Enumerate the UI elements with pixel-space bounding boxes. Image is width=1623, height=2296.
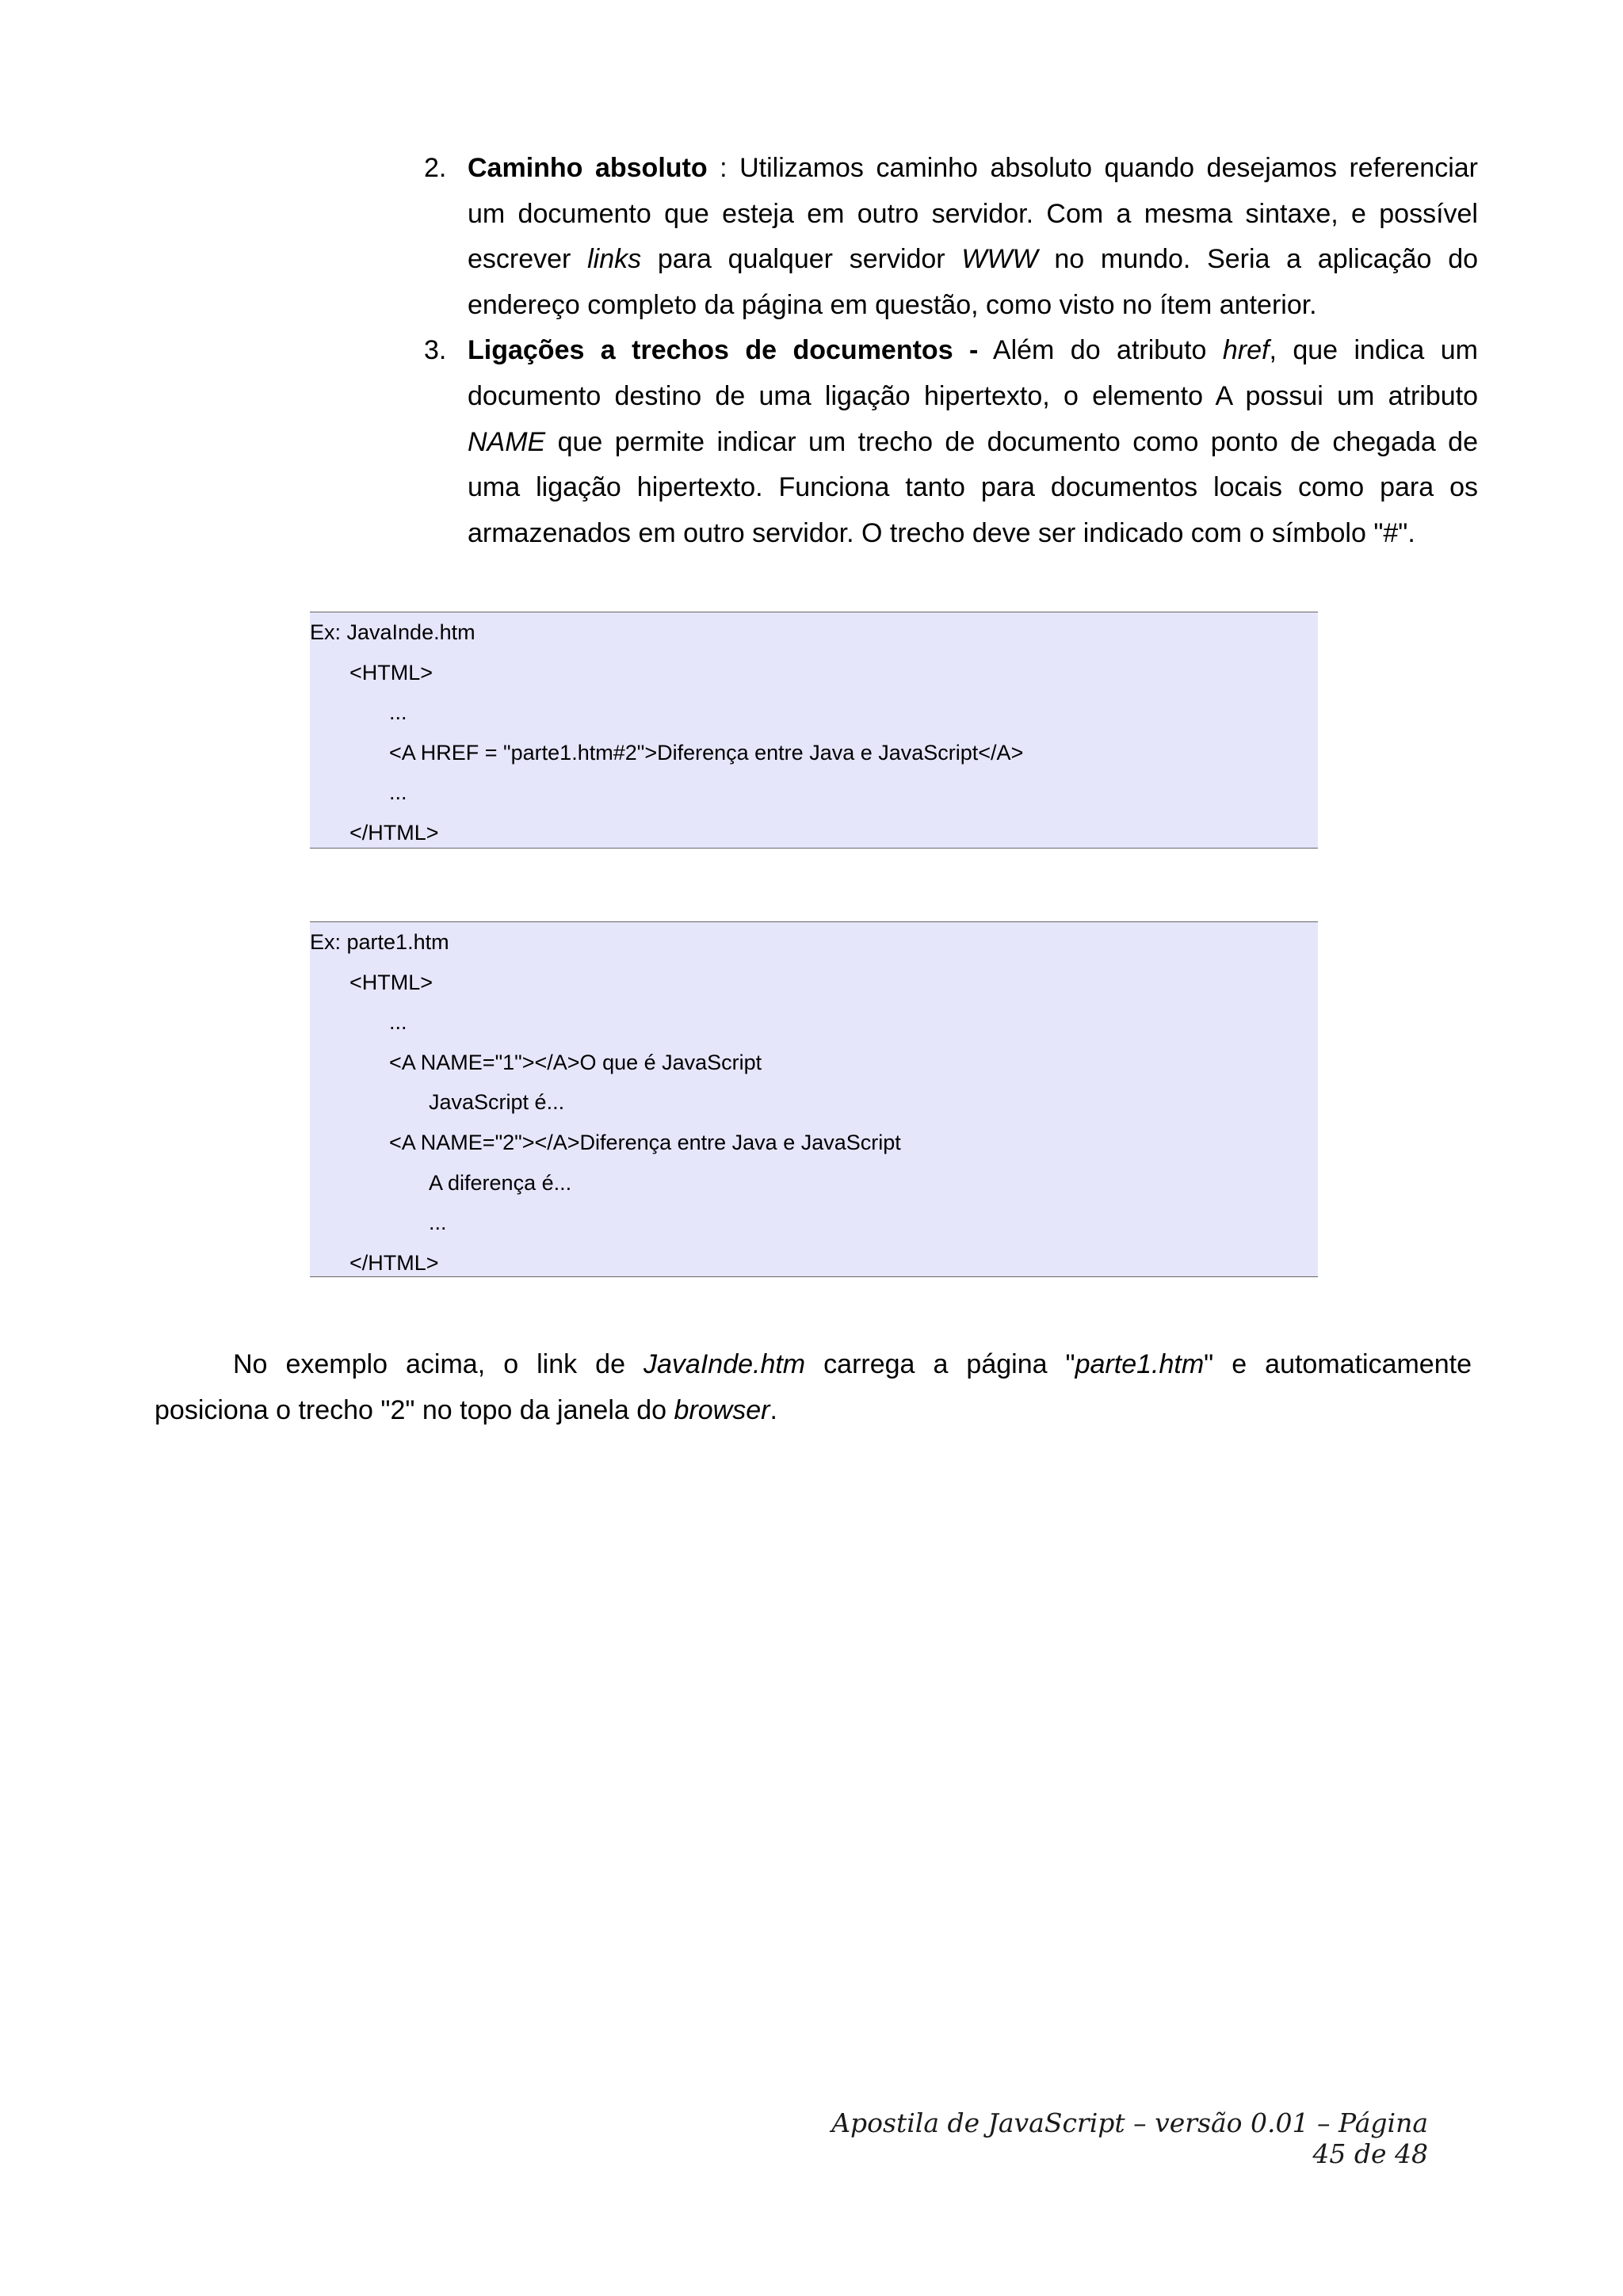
- code-line: </HTML>: [349, 820, 439, 845]
- emphasis-text: parte1.htm: [1075, 1349, 1205, 1379]
- code-example-javainde: [310, 612, 1318, 849]
- body-text: que permite indicar um trecho de documento como ponto de chegada de uma ligação hipertexto. Funciona tanto para documentos locais como para os armazenados em outro servidor. O trecho deve ser indicado com o símbolo "#".: [468, 426, 1478, 548]
- body-text: No exemplo acima, o link de: [233, 1349, 644, 1379]
- body-text: : Utilizamos caminho absoluto quando desejamos referenciar um documento que esteja em outro servidor. Com a mesma sintaxe, e possível escrever: [468, 153, 1478, 275]
- code-line: Ex: parte1.htm: [310, 930, 449, 954]
- code-line: <A HREF = "parte1.htm#2">Diferença entre Java e JavaScript</A>: [389, 740, 1024, 765]
- code-line: A diferença é...: [429, 1170, 572, 1195]
- term-heading: Caminho absoluto: [468, 153, 708, 183]
- code-line: </HTML>: [349, 1250, 439, 1275]
- emphasis-text: NAME: [468, 426, 546, 457]
- code-line: ...: [389, 780, 407, 805]
- emphasis-text: JavaInde.htm: [643, 1349, 806, 1379]
- explanation-paragraph: [155, 1342, 1472, 1433]
- body-text: no mundo. Seria a aplicação do endereço completo da página em questão, como visto no ítem anterior.: [468, 244, 1479, 320]
- list-number: 3.: [424, 335, 447, 366]
- code-line: ...: [429, 1211, 447, 1235]
- code-line: <HTML>: [349, 660, 433, 685]
- body-text: , que indica um documento destino de uma ligação hipertexto, o elemento A possui um atributo: [468, 335, 1478, 411]
- body-text: Além do atributo: [978, 335, 1223, 366]
- code-line: ...: [389, 700, 407, 725]
- body-text: posiciona o trecho "2" no topo da janela do: [155, 1394, 674, 1425]
- emphasis-text: href: [1222, 335, 1270, 366]
- list-item-caminho-absoluto: [424, 146, 1478, 328]
- body-text: " e automaticamente: [1204, 1349, 1472, 1379]
- body-text: para qualquer servidor: [641, 244, 962, 275]
- term-heading: Ligações a trechos de documentos -: [468, 335, 979, 366]
- list-item-ligacoes-trechos: [424, 328, 1478, 556]
- code-line: <A NAME="2"></A>Diferença entre Java e JavaScript: [389, 1130, 901, 1154]
- emphasis-text: links: [587, 244, 642, 275]
- numbered-list: [424, 146, 1478, 556]
- emphasis-text: browser: [674, 1394, 770, 1425]
- body-text: carrega a página ": [805, 1349, 1075, 1379]
- code-line: ...: [389, 1010, 407, 1035]
- paragraph-line: [155, 1388, 1472, 1434]
- code-line: <HTML>: [349, 970, 433, 994]
- code-line: Ex: JavaInde.htm: [310, 620, 475, 644]
- page-footer: Apostila de JavaScript – versão 0.01 – Página 45 de 48: [831, 2107, 1428, 2169]
- code-line: <A NAME="1"></A>O que é JavaScript: [389, 1050, 762, 1074]
- body-text: .: [769, 1394, 777, 1425]
- paragraph-line: [155, 1342, 1472, 1388]
- code-line: JavaScript é...: [429, 1090, 565, 1115]
- list-number: 2.: [424, 153, 447, 183]
- code-example-parte1: [310, 921, 1318, 1277]
- emphasis-text: WWW: [961, 244, 1038, 275]
